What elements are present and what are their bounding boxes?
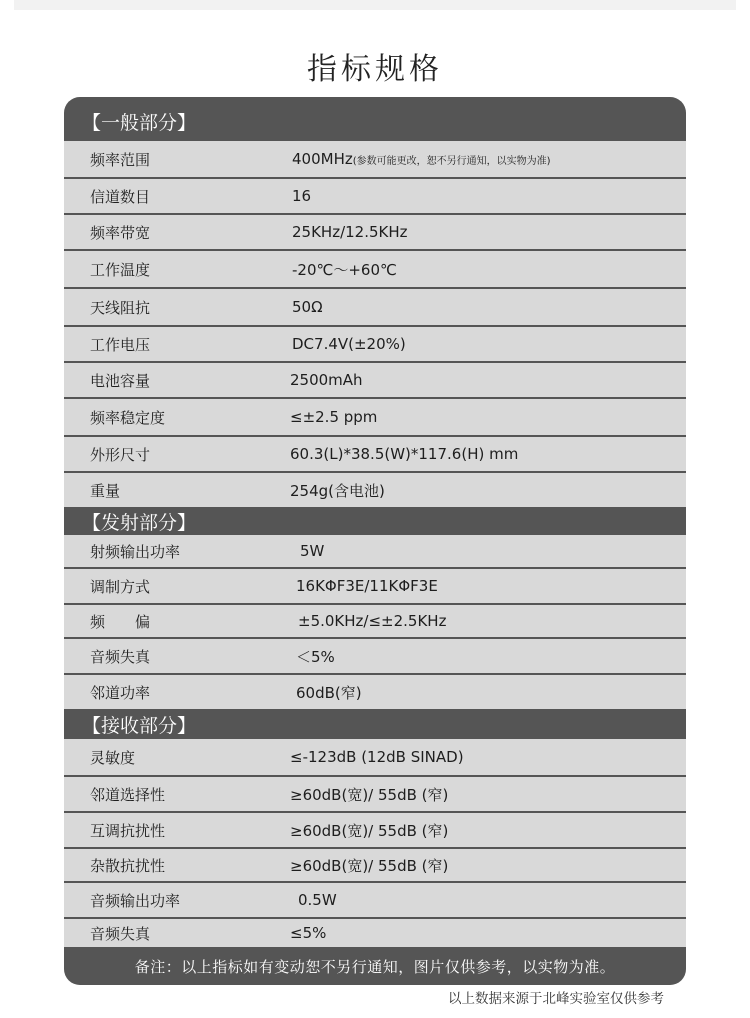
row-label: 频率范围: [90, 150, 151, 169]
table-row: [64, 639, 686, 675]
row-label: 天线阻抗: [90, 298, 151, 317]
row-value: 5W: [300, 542, 325, 560]
table-row: [64, 883, 686, 919]
row-value: 16: [292, 187, 312, 205]
table-row: [64, 327, 686, 363]
section-header-transmit: 【发射部分】: [64, 507, 686, 535]
table-row: [64, 739, 686, 777]
row-note: (参数可能更改，恕不另行通知，以实物为准): [352, 156, 551, 167]
row-value: 50Ω: [292, 298, 323, 316]
row-value: ≥60dB(宽)/ 55dB (窄): [290, 785, 449, 804]
row-value: ＜5%: [296, 647, 335, 666]
table-row: [64, 813, 686, 849]
row-value: 25KHz/12.5KHz: [292, 223, 408, 241]
row-label: 射频输出功率: [90, 542, 181, 561]
table-row: [64, 215, 686, 251]
table-row: [64, 535, 686, 569]
top-band: [14, 0, 736, 10]
table-row: [64, 179, 686, 215]
row-value: ±5.0KHz/≤±2.5KHz: [298, 612, 447, 630]
table-row: [64, 251, 686, 289]
row-label: 电池容量: [90, 371, 151, 390]
row-value: ≥60dB(宽)/ 55dB (窄): [290, 821, 449, 840]
row-value: 400MHz(参数可能更改，恕不另行通知，以实物为准): [292, 150, 551, 168]
row-value: -20℃～+60℃: [292, 260, 397, 279]
row-label: 工作温度: [90, 260, 151, 279]
row-value: ≤5%: [290, 924, 327, 942]
table-row: [64, 141, 686, 179]
table-row: [64, 777, 686, 813]
section-header-general: 【一般部分】: [64, 97, 686, 141]
table-row: [64, 363, 686, 399]
table-row: [64, 675, 686, 709]
table-row: [64, 569, 686, 605]
spec-table: [64, 97, 686, 985]
section-header-receive: 【接收部分】: [64, 709, 686, 739]
row-label: 邻道选择性: [90, 785, 166, 804]
table-row: [64, 849, 686, 883]
row-value: 60dB(窄): [296, 683, 362, 702]
table-row: [64, 919, 686, 947]
row-value: 16KΦF3E/11KΦF3E: [296, 577, 438, 595]
table-row: [64, 605, 686, 639]
row-value: ≤±2.5 ppm: [290, 408, 378, 426]
row-label: 杂散抗扰性: [90, 856, 166, 875]
row-value: 60.3(L)*38.5(W)*117.6(H) mm: [290, 445, 519, 463]
row-label: 信道数目: [90, 187, 151, 206]
row-label: 灵敏度: [90, 748, 136, 767]
row-label: 音频输出功率: [90, 891, 181, 910]
row-value: ≤-123dB (12dB SINAD): [290, 748, 464, 766]
row-label: 外形尺寸: [90, 445, 151, 464]
table-row: [64, 437, 686, 473]
row-label: 调制方式: [90, 577, 151, 596]
table-row: [64, 399, 686, 437]
row-value: ≥60dB(宽)/ 55dB (窄): [290, 856, 449, 875]
page-title: 指标规格: [307, 52, 443, 87]
row-label: 邻道功率: [90, 683, 151, 702]
row-value: 2500mAh: [290, 371, 363, 389]
table-row: [64, 473, 686, 507]
row-label: 频 偏: [90, 612, 151, 631]
row-value: 254g(含电池): [290, 481, 385, 500]
row-value: DC7.4V(±20%): [292, 335, 406, 353]
table-row: [64, 289, 686, 327]
row-label: 音频失真: [90, 647, 151, 666]
footer-note: 备注：以上指标如有变动恕不另行通知，图片仅供参考，以实物为准。: [64, 947, 686, 985]
data-source-note: 以上数据来源于北峰实验室仅供参考: [448, 991, 664, 1007]
row-label: 互调抗扰性: [90, 821, 166, 840]
row-label: 音频失真: [90, 924, 151, 943]
row-label: 工作电压: [90, 335, 151, 354]
row-label: 频率带宽: [90, 223, 151, 242]
row-label: 频率稳定度: [90, 408, 166, 427]
row-label: 重量: [90, 481, 121, 500]
row-value: 0.5W: [298, 891, 337, 909]
